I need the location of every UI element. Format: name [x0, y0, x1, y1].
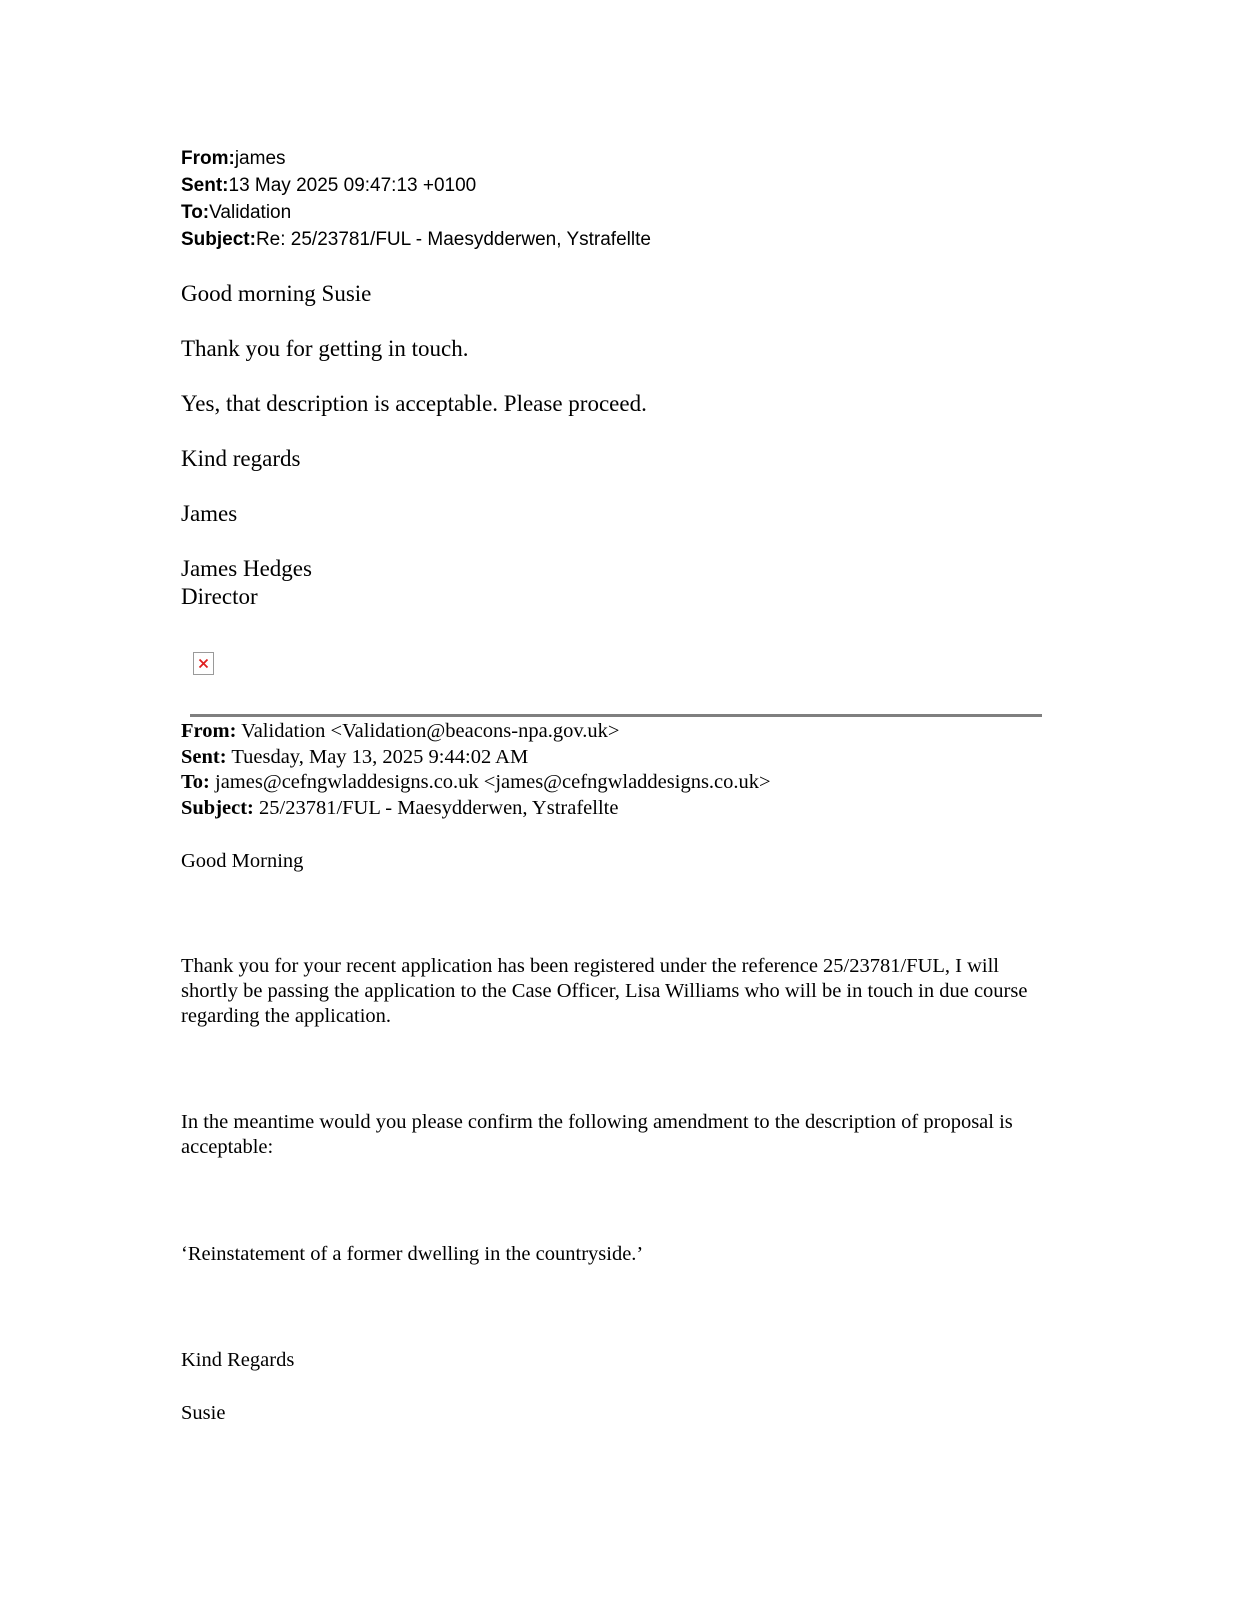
signature-full-name: James Hedges [181, 556, 312, 581]
original-sent-label: Sent: [181, 745, 227, 768]
original-paragraph-request: In the meantime would you please confirm the following amendment to the description of proposal is acceptable: [181, 1111, 1013, 1158]
reply-to-label: To: [181, 202, 210, 223]
original-to-row [181, 770, 771, 796]
reply-subject-label: Subject: [181, 229, 256, 250]
original-paragraph-registration: Thank you for your recent application has been registered under the reference 25/23781/FUL, I will shortly be passing the application to the Case Officer, Lisa Williams who will be in touch in due course regarding the application. [181, 955, 1028, 1027]
reply-greeting: Good morning Susie [181, 281, 372, 306]
original-header [181, 719, 771, 821]
original-sent-row [181, 745, 771, 771]
original-subject-label: Subject: [181, 796, 254, 819]
reply-answer: Yes, that description is acceptable. Please proceed. [181, 391, 647, 416]
original-from-label: From: [181, 720, 237, 742]
quoted-message-divider [190, 714, 1042, 717]
reply-subject-row [181, 226, 651, 253]
reply-closing: Kind regards [181, 446, 301, 471]
reply-sent-value: 13 May 2025 09:47:13 +0100 [228, 175, 477, 196]
original-closing: Kind Regards [181, 1349, 295, 1371]
reply-from-value: james [234, 148, 286, 169]
original-subject-value: 25/23781/FUL - Maesydderwen, Ystrafellte [259, 796, 619, 819]
reply-sent-label: Sent: [181, 175, 229, 196]
original-from-value: Validation <Validation@beacons-npa.gov.uk> [241, 720, 620, 742]
original-from-row [181, 719, 771, 745]
broken-image-icon [193, 652, 214, 675]
original-signature: Susie [181, 1402, 226, 1424]
original-greeting: Good Morning [181, 850, 304, 872]
original-sent-value: Tuesday, May 13, 2025 9:44:02 AM [231, 745, 529, 768]
original-to-value: james@cefngwladdesigns.co.uk <james@cefngwladdesigns.co.uk> [215, 771, 771, 793]
reply-subject-value: Re: 25/23781/FUL - Maesydderwen, Ystrafellte [255, 229, 651, 250]
original-to-label: To: [181, 771, 210, 793]
signature-title: Director [181, 584, 258, 609]
reply-from-label: From: [181, 148, 235, 169]
reply-sent-row [181, 172, 651, 199]
reply-to-value: Validation [209, 202, 292, 223]
reply-thanks: Thank you for getting in touch. [181, 336, 469, 361]
reply-to-row [181, 199, 651, 226]
original-subject-row [181, 796, 771, 822]
reply-first-name: James [181, 501, 238, 526]
reply-from-row [181, 145, 651, 172]
reply-header [181, 145, 651, 253]
original-proposal-description: ‘Reinstatement of a former dwelling in the countryside.’ [181, 1243, 644, 1265]
